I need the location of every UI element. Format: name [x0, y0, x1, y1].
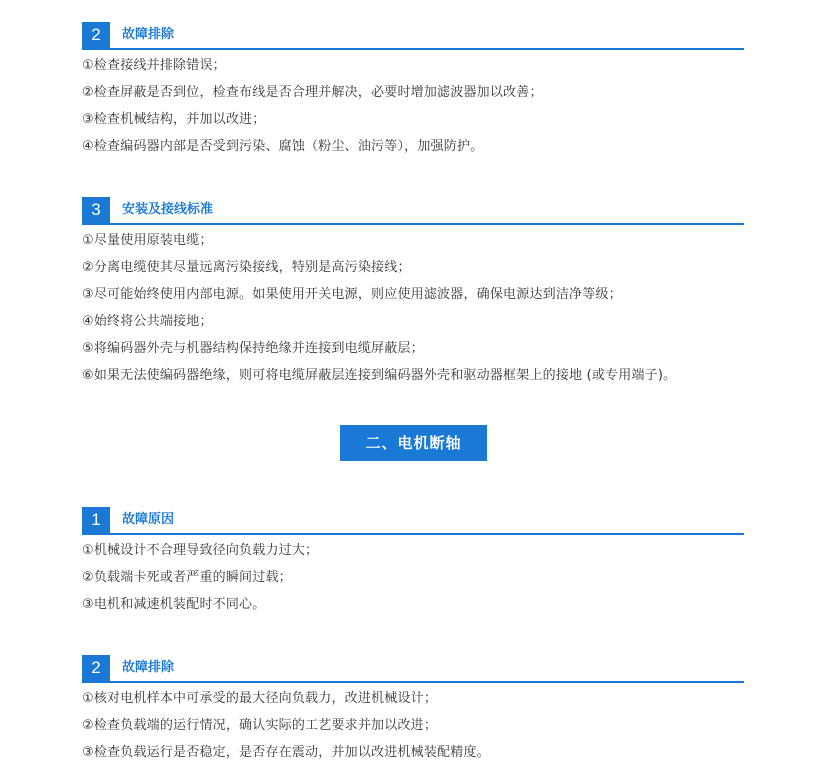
list-item: ②检查负载端的运行情况，确认实际的工艺要求并加以改进；	[82, 718, 438, 733]
section-title: 故障排除	[122, 660, 175, 675]
list-item: ④始终将公共端接地；	[82, 314, 213, 329]
list-item: ③检查负载运行是否稳定，是否存在震动，并加以改进机械装配精度。	[82, 745, 490, 760]
list-item: ④检查编码器内部是否受到污染、腐蚀（粉尘、油污等），加强防护。	[82, 139, 484, 154]
section-install-wiring	[82, 197, 744, 389]
chapter-title-banner: 二、电机断轴	[340, 425, 487, 461]
list-item: ①核对电机样本中可承受的最大径向负载力，改进机械设计；	[82, 691, 438, 706]
item-list	[82, 535, 744, 618]
section-header	[82, 655, 744, 683]
section-header	[82, 22, 744, 50]
section-number-badge: 2	[82, 22, 110, 48]
section-title: 故障排除	[122, 27, 175, 42]
list-item: ①机械设计不合理导致径向负载力过大；	[82, 543, 319, 558]
list-item: ③电机和减速机装配时不同心。	[82, 597, 266, 612]
section-title: 安装及接线标准	[122, 202, 214, 217]
item-list	[82, 225, 744, 389]
list-item: ⑥如果无法使编码器绝缘，则可将电缆屏蔽层连接到编码器外壳和驱动器框架上的接地 (或专用端子)。	[82, 368, 677, 383]
section-fault-fix-shaft	[82, 655, 744, 766]
list-item: ③尽可能始终使用内部电源。如果使用开关电源，则应使用滤波器，确保电源达到洁净等级；	[82, 287, 622, 302]
section-title: 故障原因	[122, 512, 175, 527]
list-item: ⑤将编码器外壳与机器结构保持绝缘并连接到电缆屏蔽层；	[82, 341, 424, 356]
list-item: ③检查机械结构，并加以改进；	[82, 112, 266, 127]
section-fault-fix-encoder	[82, 22, 744, 160]
section-fault-cause	[82, 507, 744, 618]
section-header	[82, 197, 744, 225]
section-header	[82, 507, 744, 535]
list-item: ②检查屏蔽是否到位，检查布线是否合理并解决，必要时增加滤波器加以改善；	[82, 85, 543, 100]
list-item: ①尽量使用原装电缆；	[82, 233, 213, 248]
item-list	[82, 50, 744, 160]
item-list	[82, 683, 744, 766]
list-item: ①检查接线并排除错误；	[82, 58, 226, 73]
list-item: ②负载端卡死或者严重的瞬间过载；	[82, 570, 292, 585]
section-number-badge: 3	[82, 197, 110, 223]
section-number-badge: 1	[82, 507, 110, 533]
list-item: ②分离电缆使其尽量远离污染接线，特别是高污染接线；	[82, 260, 411, 275]
section-number-badge: 2	[82, 655, 110, 681]
